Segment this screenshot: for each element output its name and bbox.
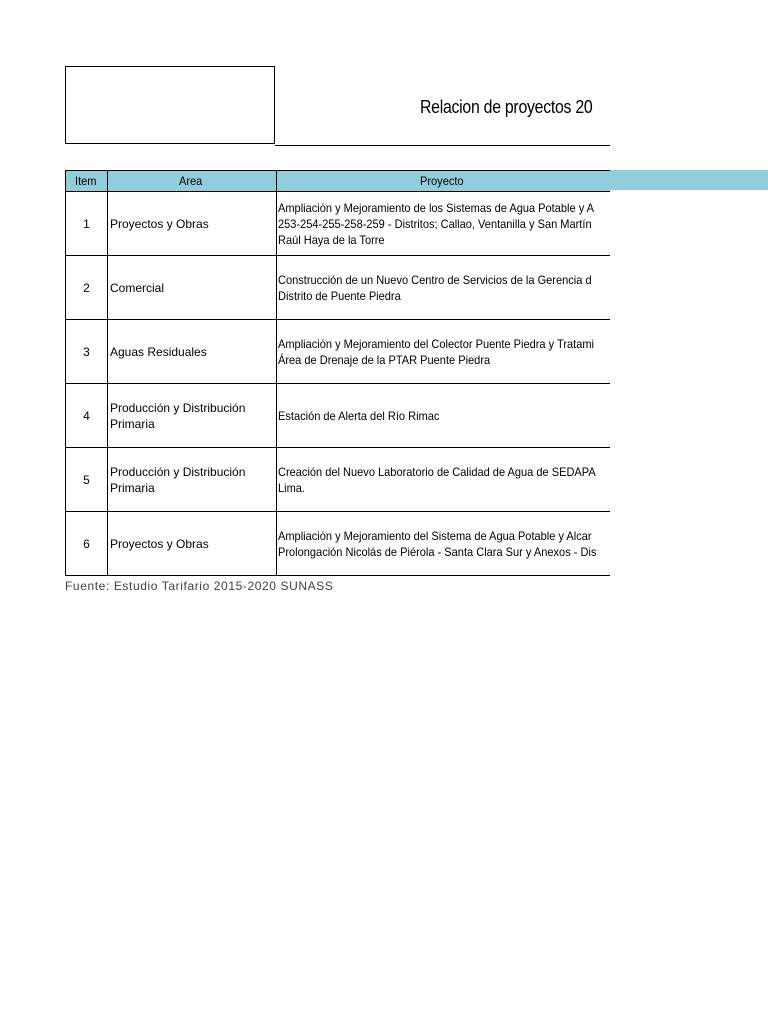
cell-area: Comercial xyxy=(108,256,277,320)
cell-proyecto: Construcción de un Nuevo Centro de Servicios de la Gerencia d Distrito de Puente Piedra xyxy=(277,256,611,320)
table-row xyxy=(66,384,611,448)
table-row xyxy=(66,256,611,320)
cell-item: 2 xyxy=(66,256,108,320)
table-row xyxy=(66,512,611,576)
logo-placeholder-box xyxy=(65,66,275,144)
cell-proyecto: Creación del Nuevo Laboratorio de Calidad de Agua de SEDAPA Lima. xyxy=(277,448,611,512)
cell-proyecto: Ampliación y Mejoramiento de los Sistemas de Agua Potable y A 253-254-255-258-259 - Distritos; Callao, Ventanilla y San Martín Raúl Haya de la Torre xyxy=(277,192,611,256)
cell-area: Proyectos y Obras xyxy=(108,512,277,576)
cell-proyecto: Ampliación y Mejoramiento del Colector Puente Piedra y Tratami Área de Drenaje de la PTAR Puente Piedra xyxy=(277,320,611,384)
projects-table-container xyxy=(65,170,610,576)
cell-area: Proyectos y Obras xyxy=(108,192,277,256)
cell-item: 3 xyxy=(66,320,108,384)
cell-item: 5 xyxy=(66,448,108,512)
page-title: Relacion de proyectos 20 xyxy=(420,97,593,117)
title-underline xyxy=(275,145,610,146)
cell-item: 4 xyxy=(66,384,108,448)
cell-proyecto: Ampliación y Mejoramiento del Sistema de Agua Potable y Alcar Prolongación Nicolás de Piérola - Santa Clara Sur y Anexos - Dis xyxy=(277,512,611,576)
table-row xyxy=(66,320,611,384)
table-row xyxy=(66,192,611,256)
cell-area: Producción y Distribución Primaria xyxy=(108,448,277,512)
projects-table xyxy=(65,170,610,576)
title-area xyxy=(276,92,610,122)
source-note: Fuente: Estudio Tarifario 2015-2020 SUNASS xyxy=(65,579,334,593)
header-area: Area xyxy=(108,171,277,192)
cell-item: 1 xyxy=(66,192,108,256)
table-row xyxy=(66,448,611,512)
cell-area: Producción y Distribución Primaria xyxy=(108,384,277,448)
header-item: Item xyxy=(66,171,108,192)
cell-item: 6 xyxy=(66,512,108,576)
cell-proyecto: Estación de Alerta del Río Rimac xyxy=(277,384,611,448)
header-proyecto: Proyecto xyxy=(277,171,611,192)
header-row-extension xyxy=(610,170,768,190)
cell-area: Aguas Residuales xyxy=(108,320,277,384)
table-header-row xyxy=(66,171,611,192)
